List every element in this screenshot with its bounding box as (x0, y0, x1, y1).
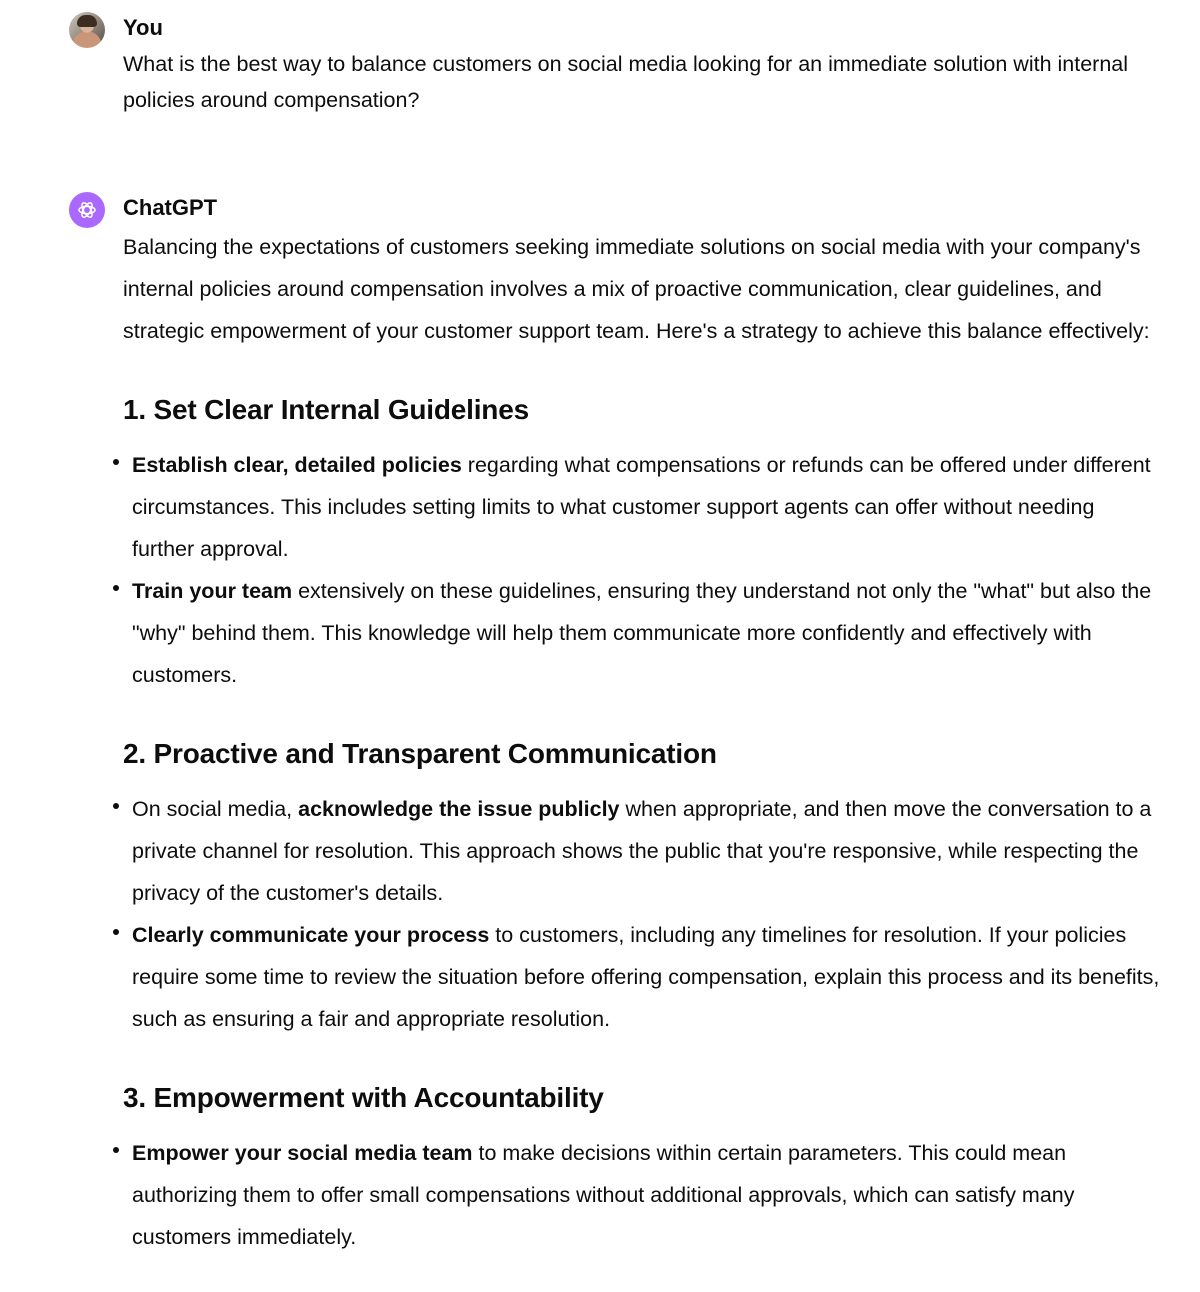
bullet-list (123, 444, 1160, 696)
user-author-name: You (123, 15, 163, 40)
chatgpt-avatar (69, 192, 105, 228)
bullet-item (123, 914, 1160, 1040)
bullet-body-text: when appropriate, and then move the conversation to a private channel for resolution. This approach shows the public that you're responsive, while respecting the privacy of the customer's details. (132, 797, 1152, 905)
bullet-bold-text: Empower your social media team (132, 1141, 473, 1165)
section-heading: 3. Empowerment with Accountability (123, 1082, 604, 1113)
chatgpt-logo-icon (75, 198, 99, 222)
bullet-bold-text: Establish clear, detailed policies (132, 453, 462, 477)
bullet-list (123, 788, 1160, 1040)
assistant-author-name: ChatGPT (123, 195, 218, 220)
bullet-body-text: regarding what compensations or refunds can be offered under different circumstances. This includes setting limits to what customer support agents can offer without needing further approval. (132, 453, 1151, 561)
bullet-prefix-text: On social media, (132, 797, 299, 821)
bullet-bold-text: Train your team (132, 579, 293, 603)
bullet-item (123, 1132, 1160, 1258)
bullet-item (123, 788, 1160, 914)
assistant-intro-paragraph: Balancing the expectations of customers seeking immediate solutions on social media with your company's internal policies around compensation involves a mix of proactive communication, clear guidelines, and strategic empowerment of your customer support team. Here's a strategy to achieve this balance effectively: (123, 235, 1150, 343)
assistant-message-content (123, 226, 1160, 1258)
bullet-list (123, 1132, 1160, 1258)
bullet-bold-text: acknowledge the issue publicly (298, 797, 620, 821)
user-message-content (123, 46, 1160, 118)
bullet-body-text: to customers, including any timelines for resolution. If your policies require some time to review the situation before offering compensation, explain this process and its benefits, such as ensuring a fair and appropriate resolution. (132, 923, 1160, 1031)
section-heading: 1. Set Clear Internal Guidelines (123, 394, 529, 425)
section-heading: 2. Proactive and Transparent Communication (123, 738, 717, 769)
user-message-text: What is the best way to balance customers on social media looking for an immediate solution with internal policies around compensation? (123, 52, 1135, 112)
bullet-item (123, 444, 1160, 570)
bullet-body-text: to make decisions within certain parameters. This could mean authorizing them to offer small compensations without additional approvals, which can satisfy many customers immediately. (132, 1141, 1075, 1249)
bullet-bold-text: Clearly communicate your process (132, 923, 490, 947)
user-avatar[interactable] (69, 12, 105, 48)
bullet-body-text: extensively on these guidelines, ensuring they understand not only the "what" but also the "why" behind them. This knowledge will help them communicate more confidently and effectively with customers. (132, 579, 1152, 687)
bullet-item (123, 570, 1160, 696)
